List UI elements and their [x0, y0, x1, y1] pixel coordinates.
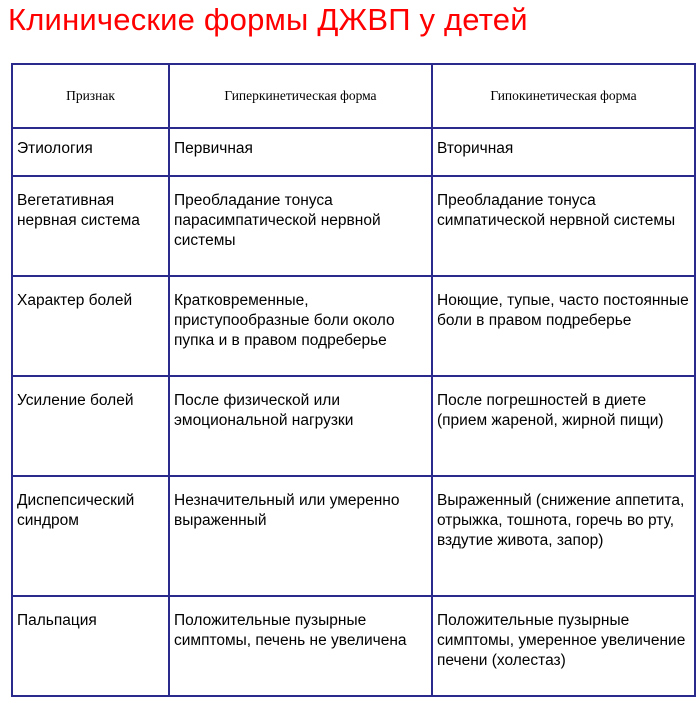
cell-hypokinetic: Выраженный (снижение аппетита, отрыжка, тошнота, горечь во рту, вздутие живота, запор) — [432, 476, 695, 596]
cell-sign: Усиление болей — [12, 376, 169, 476]
cell-sign: Вегетативная нервная система — [12, 176, 169, 276]
header-sign: Признак — [12, 64, 169, 128]
cell-hypokinetic: Ноющие, тупые, часто постоянные боли в правом подреберье — [432, 276, 695, 376]
cell-hypokinetic: Преобладание тонуса симпатической нервной системы — [432, 176, 695, 276]
table-row — [12, 128, 695, 176]
cell-hyperkinetic: Незначительный или умеренно выраженный — [169, 476, 432, 596]
table-row — [12, 276, 695, 376]
cell-sign: Пальпация — [12, 596, 169, 696]
table-header-row — [12, 64, 695, 128]
table-row — [12, 596, 695, 696]
comparison-table — [11, 63, 696, 697]
cell-hyperkinetic: Положительные пузырные симптомы, печень не увеличена — [169, 596, 432, 696]
cell-hyperkinetic: Кратковременные, приступообразные боли около пупка и в правом подреберье — [169, 276, 432, 376]
cell-sign: Диспепсический синдром — [12, 476, 169, 596]
cell-sign: Этиология — [12, 128, 169, 176]
cell-hyperkinetic: Преобладание тонуса парасимпатической нервной системы — [169, 176, 432, 276]
cell-hypokinetic: Вторичная — [432, 128, 695, 176]
table-row — [12, 176, 695, 276]
table-row — [12, 476, 695, 596]
cell-hyperkinetic: Первичная — [169, 128, 432, 176]
cell-hypokinetic: Положительные пузырные симптомы, умеренное увеличение печени (холестаз) — [432, 596, 695, 696]
cell-hypokinetic: После погрешностей в диете (прием жареной, жирной пищи) — [432, 376, 695, 476]
cell-sign: Характер болей — [12, 276, 169, 376]
page-title: Клинические формы ДЖВП у детей — [8, 2, 528, 37]
cell-hyperkinetic: После физической или эмоциональной нагрузки — [169, 376, 432, 476]
table-row — [12, 376, 695, 476]
header-hyperkinetic: Гиперкинетическая форма — [169, 64, 432, 128]
header-hypokinetic: Гипокинетическая форма — [432, 64, 695, 128]
